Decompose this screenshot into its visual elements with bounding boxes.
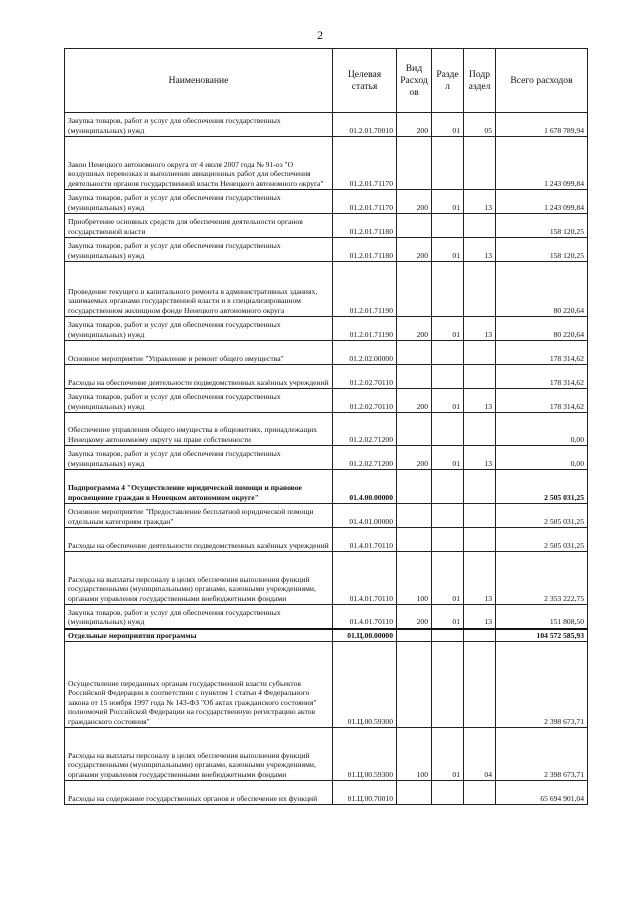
cell-section [432,137,464,190]
cell-subsection [464,528,496,552]
table-row [65,629,588,642]
cell-subsection [464,214,496,238]
cell-kind [397,365,432,389]
cell-kind [397,413,432,446]
cell-section [432,781,464,805]
cell-section [432,629,464,642]
cell-target: 01.4.01.70110 [333,552,397,605]
cell-total: 0,00 [496,413,588,446]
cell-target: 01.Ц.00.00000 [333,629,397,642]
cell-section: 01 [432,605,464,629]
cell-total: 151 808,50 [496,605,588,629]
cell-total: 1 243 099,84 [496,137,588,190]
cell-target: 01.2.02.00000 [333,341,397,365]
cell-target: 01.2.02.71200 [333,413,397,446]
cell-kind [397,629,432,642]
cell-total: 0,00 [496,446,588,470]
cell-kind [397,781,432,805]
cell-subsection: 13 [464,389,496,413]
cell-target: 01.2.01.71190 [333,262,397,317]
cell-kind: 200 [397,190,432,214]
cell-subsection: 13 [464,190,496,214]
page-number: 2 [317,28,323,42]
cell-section: 01 [432,728,464,781]
cell-total: 1 678 789,94 [496,113,588,137]
header-name: Наименование [65,49,333,113]
cell-subsection [464,629,496,642]
cell-total: 178 314,62 [496,365,588,389]
cell-subsection: 13 [464,605,496,629]
cell-kind [397,262,432,317]
cell-target: 01.Ц.00.59300 [333,642,397,728]
cell-kind: 100 [397,728,432,781]
cell-name: Закупка товаров, работ и услуг для обеспечения государственных (муниципальных) нужд [65,605,333,629]
cell-section: 01 [432,317,464,341]
header-total: Всего расходов [496,49,588,113]
cell-subsection [464,262,496,317]
cell-subsection [464,781,496,805]
cell-name: Проведение текущего и капитального ремонта в административных зданиях, занимаемых органами государственной власти и в специализированном государственном жилищном фонде Ненецкого автономного округа [65,262,333,317]
cell-section [432,504,464,528]
table-header-row [65,49,588,113]
cell-target: 01.4.01.00000 [333,504,397,528]
table-body [65,113,588,805]
header-subsection: Подр аздел [464,49,496,113]
cell-subsection: 13 [464,446,496,470]
cell-total: 80 220,64 [496,317,588,341]
cell-name: Расходы на выплаты персоналу в целях обеспечения выполнения функций государственными (муниципальными) органами, казенными учреждениями, органами управления государственными внебюджетными фондами [65,552,333,605]
cell-kind: 200 [397,238,432,262]
cell-kind [397,504,432,528]
cell-target: 01.4.00.00000 [333,470,397,504]
cell-total: 2 398 673,71 [496,728,588,781]
cell-total: 158 120,25 [496,238,588,262]
cell-kind [397,470,432,504]
table-row [65,413,588,446]
cell-name: Подпрограмма 4 "Осуществление юридической помощи и правовое просвещение граждан в Ненецком автономном округе" [65,470,333,504]
cell-name: Закупка товаров, работ и услуг для обеспечения государственных (муниципальных) нужд [65,238,333,262]
cell-subsection [464,642,496,728]
cell-kind: 200 [397,113,432,137]
cell-section: 01 [432,238,464,262]
cell-name: Расходы на обеспечение деятельности подведомственных казённых учреждений [65,365,333,389]
table-row [65,365,588,389]
cell-name: Закон Ненецкого автономного округа от 4 июля 2007 года № 91-оз "О воздушных перевозках и выполнении авиационных работ для обеспечения деятельности органов государственной власти Ненецкого автономного округа" [65,137,333,190]
cell-kind: 100 [397,552,432,605]
table-row [65,728,588,781]
cell-section: 01 [432,389,464,413]
table-row [65,781,588,805]
cell-subsection [464,137,496,190]
cell-name: Закупка товаров, работ и услуг для обеспечения государственных (муниципальных) нужд [65,317,333,341]
table-row [65,528,588,552]
cell-target: 01.2.01.71170 [333,137,397,190]
cell-total: 80 220,64 [496,262,588,317]
cell-name: Основное мероприятие "Управление и ремонт общего имущества" [65,341,333,365]
table-row [65,446,588,470]
cell-subsection [464,341,496,365]
cell-kind [397,341,432,365]
cell-section [432,341,464,365]
cell-subsection [464,365,496,389]
cell-target: 01.Ц.00.70010 [333,781,397,805]
table-row [65,470,588,504]
table-row [65,389,588,413]
cell-section: 01 [432,446,464,470]
cell-subsection: 13 [464,317,496,341]
cell-section [432,470,464,504]
table-row [65,262,588,317]
cell-kind [397,642,432,728]
header-kind: Вид Расход ов [397,49,432,113]
cell-target: 01.2.01.71180 [333,238,397,262]
cell-target: 01.2.01.70010 [333,113,397,137]
cell-total: 65 694 901,04 [496,781,588,805]
cell-section [432,262,464,317]
cell-name: Расходы на содержание государственных органов и обеспечение их функций [65,781,333,805]
table-row [65,605,588,629]
cell-section [432,528,464,552]
cell-name: Приобретение основных средств для обеспечения деятельности органов государственной власти [65,214,333,238]
cell-total: 158 120,25 [496,214,588,238]
cell-total: 2 505 031,25 [496,528,588,552]
cell-kind: 200 [397,446,432,470]
cell-section: 01 [432,190,464,214]
cell-kind: 200 [397,605,432,629]
cell-subsection: 13 [464,552,496,605]
cell-target: 01.Ц.00.59300 [333,728,397,781]
cell-target: 01.2.02.71200 [333,446,397,470]
cell-section: 01 [432,113,464,137]
cell-section [432,413,464,446]
budget-table [64,48,588,805]
cell-subsection [464,470,496,504]
cell-kind [397,137,432,190]
cell-name: Закупка товаров, работ и услуг для обеспечения государственных (муниципальных) нужд [65,446,333,470]
table-row [65,137,588,190]
table-row [65,552,588,605]
cell-name: Расходы на обеспечение деятельности подведомственных казённых учреждений [65,528,333,552]
cell-total: 104 572 585,93 [496,629,588,642]
cell-section [432,214,464,238]
table-row [65,113,588,137]
cell-subsection: 05 [464,113,496,137]
cell-kind: 200 [397,389,432,413]
table-row [65,238,588,262]
cell-name: Обеспечение управления общего имущества в общежитиях, принадлежащих Ненецкому автономному округу на праве собственности [65,413,333,446]
cell-target: 01.4.01.70110 [333,528,397,552]
cell-name: Осуществление переданных органам государственной власти субъектов Российской Федерации в соответствии с пунктом 1 статьи 4 Федерального закона от 15 ноября 1997 года № 143-ФЗ "Об актах гражданского состояния" полномочий Российской Федерации на государственную регистрацию актов гражданского состояния" [65,642,333,728]
header-section: Разде л [432,49,464,113]
cell-total: 178 314,62 [496,389,588,413]
cell-total: 178 314,62 [496,341,588,365]
table-row [65,317,588,341]
cell-subsection [464,413,496,446]
cell-name: Основное мероприятие "Предоставление бесплатной юридической помощи отдельным категориям граждан" [65,504,333,528]
cell-target: 01.2.01.71170 [333,190,397,214]
table-row [65,341,588,365]
cell-name: Закупка товаров, работ и услуг для обеспечения государственных (муниципальных) нужд [65,389,333,413]
cell-name: Отдельные мероприятия программы [65,629,333,642]
header-target: Целевая статья [333,49,397,113]
cell-kind: 200 [397,317,432,341]
cell-target: 01.2.02.70110 [333,389,397,413]
table-row [65,190,588,214]
cell-target: 01.2.02.70110 [333,365,397,389]
cell-section [432,642,464,728]
cell-target: 01.2.01.71180 [333,214,397,238]
cell-name: Расходы на выплаты персоналу в целях обеспечения выполнения функций государственными (муниципальными) органами, казенными учреждениями, органами управления государственными внебюджетными фондами [65,728,333,781]
cell-subsection: 04 [464,728,496,781]
cell-name: Закупка товаров, работ и услуг для обеспечения государственных (муниципальных) нужд [65,113,333,137]
cell-target: 01.4.01.70110 [333,605,397,629]
table-row [65,642,588,728]
cell-total: 2 505 031,25 [496,470,588,504]
cell-subsection [464,504,496,528]
cell-section: 01 [432,552,464,605]
cell-total: 2 398 673,71 [496,642,588,728]
cell-subsection: 13 [464,238,496,262]
cell-total: 1 243 099,84 [496,190,588,214]
cell-name: Закупка товаров, работ и услуг для обеспечения государственных (муниципальных) нужд [65,190,333,214]
cell-total: 2 353 222,75 [496,552,588,605]
table-row [65,504,588,528]
cell-section [432,365,464,389]
cell-target: 01.2.01.71190 [333,317,397,341]
cell-kind [397,528,432,552]
table-row [65,214,588,238]
cell-kind [397,214,432,238]
cell-total: 2 505 031,25 [496,504,588,528]
